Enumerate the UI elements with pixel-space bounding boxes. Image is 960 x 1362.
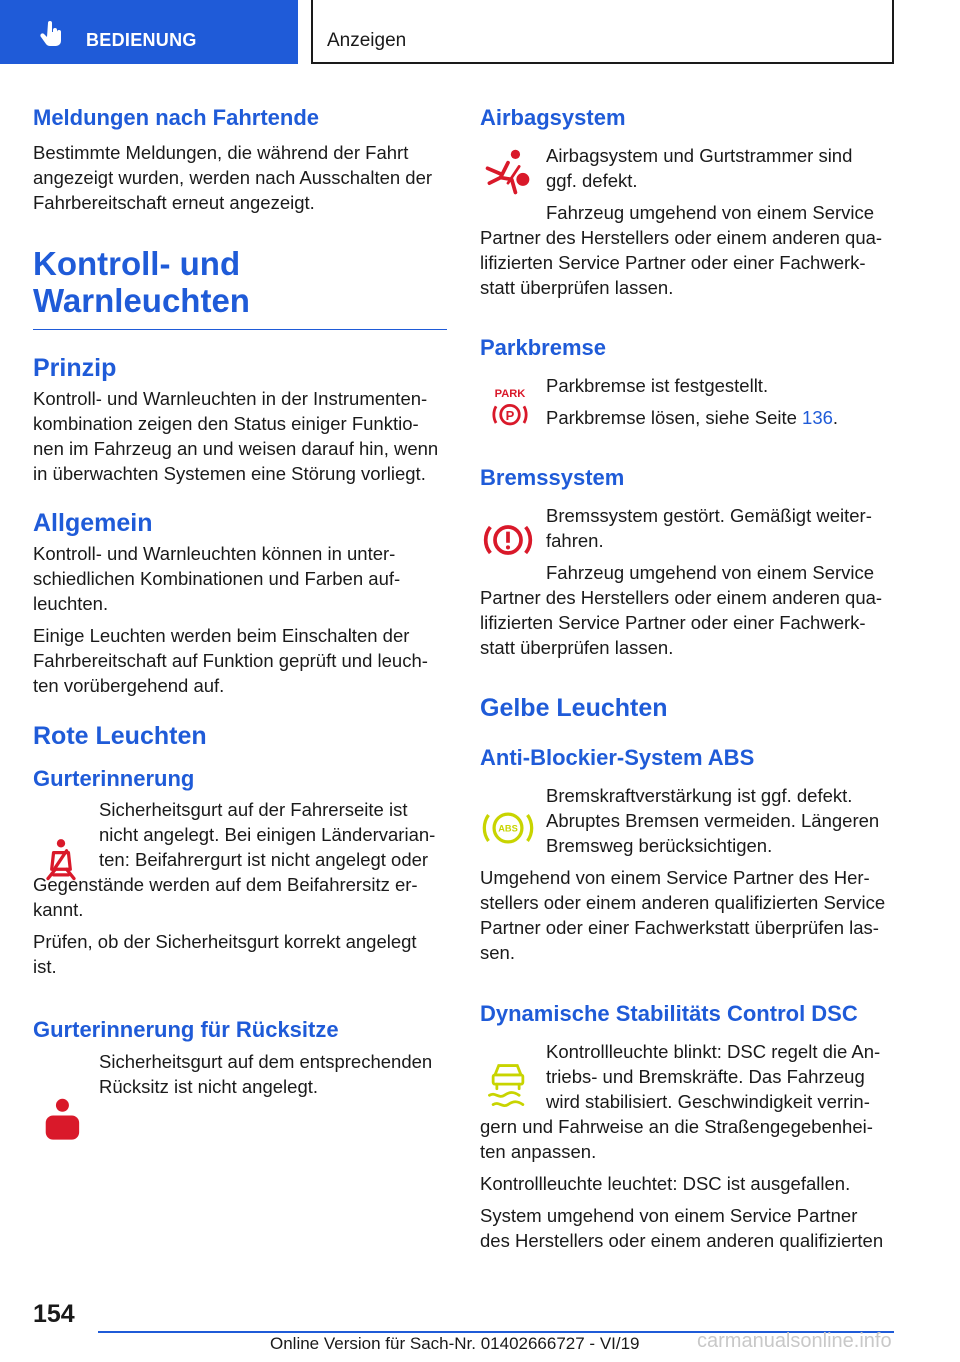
heading-gelbe-leuchten: Gelbe Leuchten <box>480 694 668 722</box>
section-label: Anzeigen <box>327 30 407 51</box>
heading-parkbremse: Parkbremse <box>480 335 606 360</box>
chapter-title: Kontroll- und Warnleuchten <box>33 245 250 319</box>
heading-rote-leuchten: Rote Leuchten <box>33 722 207 750</box>
paragraph-dsc-1: Kontrollleuchte blinkt: DSC regelt die An- triebs- und Bremskräfte. Das Fahrzeug wird stabilisiert. Geschwindigkeit verrin- gern und Fahrweise an die Straßengegebenhei- ten anpassen. <box>480 1041 881 1162</box>
paragraph-bremssystem-1: Bremssystem gestört. Gemäßigt weiter- fahren. <box>546 505 872 551</box>
online-version-text: Online Version für Sach-Nr. 01402666727 - VI/19 <box>270 1334 640 1353</box>
heading-abs: Anti-Blockier-System ABS <box>480 745 755 770</box>
heading-allgemein: Allgemein <box>33 509 153 537</box>
paragraph-gurt-ruecksitze: Sicherheitsgurt auf dem entsprechenden Rücksitz ist nicht angelegt. <box>99 1051 433 1097</box>
paragraph-abs-2: Umgehend von einem Service Partner des Her- stellers oder einem anderen qualifizierten Service Partner oder einer Fachwerkstatt überprüfen las- sen. <box>480 867 886 963</box>
paragraph-gurterinnerung: Sicherheitsgurt auf der Fahrerseite ist nicht angelegt. Bei einigen Ländervarian- ten: Beifahrergurt ist nicht angelegt oder Gegenstände werden auf dem Beifahrersitz er- kannt. <box>33 799 436 920</box>
paragraph-dsc-2: Kontrollleuchte leuchtet: DSC ist ausgefallen. <box>480 1173 851 1194</box>
heading-airbag: Airbagsystem <box>480 105 626 130</box>
svg-text:P: P <box>505 407 515 423</box>
right-column <box>480 104 895 1253</box>
brake-system-warning-icon <box>480 514 536 566</box>
paragraph-airbag-2: Fahrzeug umgehend von einem Service Partner des Herstellers oder einem anderen qua- lifizierten Service Partner oder einer Fachwerk- statt überprüfen lassen. <box>480 202 883 298</box>
abs-warning-icon <box>480 802 536 854</box>
seatbelt-warning-icon <box>33 834 89 886</box>
heading-gurt-ruecksitze: Gurterinnerung für Rücksitze <box>33 1017 339 1042</box>
heading-bremssystem: Bremssystem <box>480 465 625 490</box>
paragraph-meldungen: Bestimmte Meldungen, die während der Fahrt angezeigt wurden, werden nach Ausschalten der Fahrbereitschaft erneut angezeigt. <box>33 142 433 213</box>
heading-meldungen: Meldungen nach Fahrtende <box>33 105 320 130</box>
paragraph-abs-1: Bremskraftverstärkung ist ggf. defekt. Abruptes Bremsen vermeiden. Längeren Bremsweg berücksichtigen. <box>546 785 880 856</box>
chapter-rule <box>33 329 447 330</box>
svg-text:ABS: ABS <box>498 823 518 834</box>
paragraph-airbag-1: Airbagsystem und Gurtstrammer sind ggf. defekt. <box>546 145 853 191</box>
paragraph-parkbremse: Parkbremse ist festgestellt. Parkbremse lösen, siehe Seite 136. <box>546 375 839 428</box>
chapter-label: BEDIENUNG <box>86 30 197 50</box>
svg-text:PARK: PARK <box>494 388 526 400</box>
heading-dsc: Dynamische Stabilitäts Control DSC <box>480 1001 858 1026</box>
dsc-warning-icon <box>480 1060 536 1112</box>
paragraph-dsc-3: System umgehend von einem Service Partner des Herstellers oder einem anderen qualifizierten <box>480 1205 884 1251</box>
hand-pointer-icon <box>38 20 66 48</box>
paragraph-allgemein-1: Kontroll- und Warnleuchten können in unter- schiedlichen Kombinationen und Farben auf- leuchten. <box>33 543 401 614</box>
paragraph-prinzip: Kontroll- und Warnleuchten in der Instrumenten- kombination zeigen den Status einiger Funktio- nen im Fahrzeug an und weisen darauf hin, wenn in überwachten Systemen eine Störung vorliegt. <box>33 388 439 484</box>
paragraph-gurt-pruefen: Prüfen, ob der Sicherheitsgurt korrekt angelegt ist. <box>33 931 417 977</box>
heading-gurterinnerung: Gurterinnerung <box>33 766 195 791</box>
chapter-tab[interactable] <box>0 0 298 64</box>
page-link-136[interactable]: 136 <box>802 407 833 428</box>
watermark: carmanualsonline.info <box>697 1330 892 1352</box>
airbag-warning-icon <box>480 146 536 198</box>
section-header <box>311 0 894 64</box>
paragraph-allgemein-2: Einige Leuchten werden beim Einschalten der Fahrbereitschaft auf Funktion geprüft und leuch- ten vorübergehend auf. <box>33 625 428 696</box>
parking-brake-icon <box>482 384 538 436</box>
heading-prinzip: Prinzip <box>33 354 117 382</box>
left-column <box>33 104 448 1099</box>
page-number: 154 <box>33 1300 75 1328</box>
paragraph-bremssystem-2: Fahrzeug umgehend von einem Service Partner des Herstellers oder einem anderen qua- lifizierten Service Partner oder einer Fachwerk- statt überprüfen lassen. <box>480 562 883 658</box>
rear-seatbelt-warning-icon <box>40 1096 96 1148</box>
